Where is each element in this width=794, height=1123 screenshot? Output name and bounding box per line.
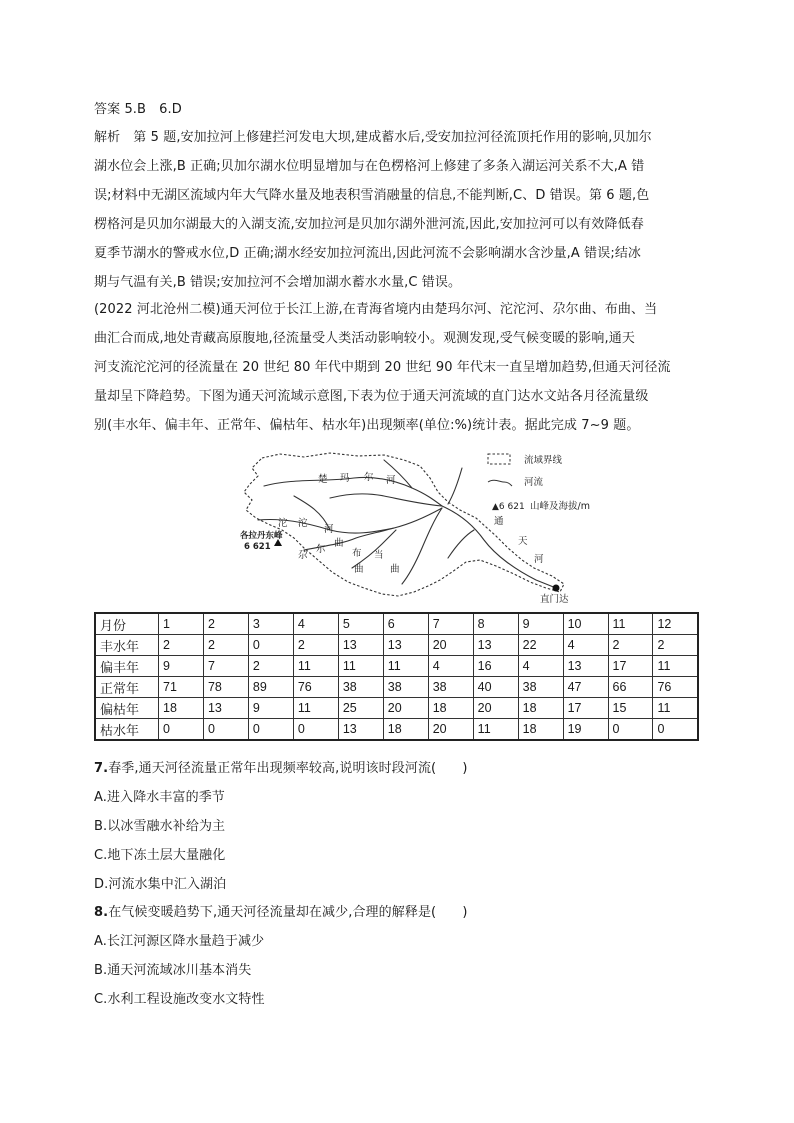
- tributary-d: [448, 468, 462, 504]
- table-cell: 2: [159, 635, 204, 656]
- legend-river-label: 河流: [524, 477, 544, 488]
- table-month: 11: [608, 613, 653, 635]
- table-cell: 18: [428, 698, 473, 719]
- table-cell: 66: [608, 677, 653, 698]
- row-label: 正常年: [95, 677, 159, 698]
- table-cell: 13: [383, 635, 428, 656]
- table-cell: 0: [203, 719, 248, 741]
- analysis-line: 误;材料中无湖区流域内年大气降水量及地表积雪消融量的信息,不能判断,C、D 错误。第 6 题,色: [94, 188, 650, 203]
- label-he1: 河: [386, 475, 396, 486]
- label-tian: 天: [518, 536, 528, 547]
- answer-line: [94, 101, 182, 119]
- table-cell: 2: [653, 635, 698, 656]
- table-cell: 11: [293, 656, 338, 677]
- runoff-frequency-table: [94, 612, 699, 741]
- question-7-option-c: C.地下冻土层大量融化: [94, 848, 226, 863]
- question-7-option-a: A.进入降水丰富的季节: [94, 790, 225, 805]
- table-month: 1: [159, 613, 204, 635]
- table-cell: 11: [653, 656, 698, 677]
- table-row: [95, 656, 698, 677]
- table-cell: 0: [159, 719, 204, 741]
- question-7-stem: [94, 760, 468, 778]
- question-8-option-c: C.水利工程设施改变水文特性: [94, 992, 265, 1007]
- tongtian-river-basin-map: [234, 448, 590, 606]
- table-row: [95, 698, 698, 719]
- label-qu2: 曲: [354, 564, 364, 575]
- table-month: 9: [518, 613, 563, 635]
- table-header-label: 月份: [95, 613, 159, 635]
- table-cell: 16: [473, 656, 518, 677]
- table-cell: 11: [293, 698, 338, 719]
- table-cell: 0: [293, 719, 338, 741]
- table-cell: 20: [428, 719, 473, 741]
- table-cell: 11: [653, 698, 698, 719]
- table-cell: 76: [653, 677, 698, 698]
- table-month: 10: [563, 613, 608, 635]
- table-cell: 89: [248, 677, 293, 698]
- basin-map-svg: [234, 448, 590, 606]
- label-station: 直门达: [540, 594, 569, 605]
- table-row: [95, 677, 698, 698]
- label-tuo2: 沱: [298, 518, 308, 529]
- analysis-line: 夏季节湖水的警戒水位,D 正确;湖水经安加拉河流出,因此河流不会影响湖水含沙量,A 错误;结冰: [94, 246, 642, 261]
- table-cell: 4: [563, 635, 608, 656]
- table-cell: 11: [383, 656, 428, 677]
- table-cell: 38: [518, 677, 563, 698]
- label-ga: 尕: [298, 550, 308, 561]
- table-cell: 0: [653, 719, 698, 741]
- label-he2: 河: [324, 524, 334, 535]
- question-text: 春季,通天河径流量正常年出现频率较高,说明该时段河流( ): [108, 761, 468, 776]
- table-cell: 25: [338, 698, 383, 719]
- table-cell: 0: [608, 719, 653, 741]
- label-tuo1: 沱: [278, 518, 288, 529]
- material-line: 曲汇合而成,地处青藏高原腹地,径流量受人类活动影响较小。观测发现,受气候变暖的影响,通天: [94, 331, 635, 346]
- table-month: 3: [248, 613, 293, 635]
- label-qu1: 曲: [334, 538, 344, 549]
- question-number: 8.: [94, 905, 109, 920]
- table-row: [95, 635, 698, 656]
- table-cell: 18: [159, 698, 204, 719]
- question-8-option-a: A.长江河源区降水量趋于减少: [94, 934, 265, 949]
- tributary-b: [330, 494, 442, 506]
- label-er2: 尔: [316, 544, 326, 555]
- material-line: 别(丰水年、偏丰年、正常年、偏枯年、枯水年)出现频率(单位:%)统计表。据此完成 7~9 题。: [94, 418, 640, 433]
- table-cell: 4: [428, 656, 473, 677]
- table-cell: 22: [518, 635, 563, 656]
- table-cell: 38: [338, 677, 383, 698]
- table-cell: 78: [203, 677, 248, 698]
- question-7-option-d: D.河流水集中汇入湖泊: [94, 877, 227, 892]
- legend-peak-label: 山峰及海拔/m: [530, 501, 590, 512]
- label-er: 尔: [364, 472, 374, 483]
- row-label: 偏丰年: [95, 656, 159, 677]
- table-cell: 2: [293, 635, 338, 656]
- table-cell: 18: [383, 719, 428, 741]
- row-label: 枯水年: [95, 719, 159, 741]
- material-line: 河支流沱沱河的径流量在 20 世纪 80 年代中期到 20 世纪 90 年代末一直呈增加趋势,但通天河径流: [94, 360, 671, 375]
- table-cell: 40: [473, 677, 518, 698]
- analysis-line: 解析 第 5 题,安加拉河上修建拦河发电大坝,建成蓄水后,受安加拉河径流顶托作用的影响,贝加尔: [94, 130, 652, 145]
- table-cell: 20: [473, 698, 518, 719]
- label-qu3: 曲: [390, 564, 400, 575]
- table-cell: 20: [428, 635, 473, 656]
- answer-label: 答案: [94, 102, 121, 117]
- table-cell: 0: [248, 635, 293, 656]
- table-cell: 71: [159, 677, 204, 698]
- table-cell: 47: [563, 677, 608, 698]
- table-cell: 38: [383, 677, 428, 698]
- table-cell: 13: [338, 719, 383, 741]
- table-month: 2: [203, 613, 248, 635]
- label-chu: 楚: [318, 474, 328, 485]
- table-cell: 2: [248, 656, 293, 677]
- table-cell: 13: [473, 635, 518, 656]
- table-cell: 17: [563, 698, 608, 719]
- question-text: 在气候变暖趋势下,通天河径流量却在减少,合理的解释是( ): [108, 905, 468, 920]
- label-peak-value: 6 621: [244, 542, 271, 552]
- table-month: 7: [428, 613, 473, 635]
- zhimenda-station-dot: [553, 585, 560, 592]
- question-7-option-b: B.以冰雪融水补给为主: [94, 819, 226, 834]
- table-cell: 13: [338, 635, 383, 656]
- table-month: 4: [293, 613, 338, 635]
- dangqu-river: [402, 508, 442, 584]
- table-cell: 9: [159, 656, 204, 677]
- label-ma: 玛: [340, 473, 350, 484]
- table-cell: 4: [518, 656, 563, 677]
- table-month: 5: [338, 613, 383, 635]
- table-cell: 11: [473, 719, 518, 741]
- question-8-option-b: B.通天河流域冰川基本消失: [94, 963, 252, 978]
- legend-peak-symbol: ▲6 621: [492, 502, 525, 512]
- table-cell: 18: [518, 698, 563, 719]
- table-cell: 15: [608, 698, 653, 719]
- tributary-c: [448, 530, 474, 558]
- question-number: 7.: [94, 761, 109, 776]
- answer-text: 5.B 6.D: [124, 102, 182, 117]
- label-dang: 当: [374, 550, 384, 561]
- basin-boundary: [244, 453, 564, 596]
- label-bu: 布: [352, 548, 362, 559]
- table-cell: 2: [203, 635, 248, 656]
- table-header-row: [95, 613, 698, 635]
- material-line: (2022 河北沧州二模)通天河位于长江上游,在青海省境内由楚玛尔河、沱沱河、尕尔曲、布曲、当: [94, 302, 658, 317]
- question-8-stem: [94, 904, 468, 922]
- analysis-line: 湖水位会上涨,B 正确;贝加尔湖水位明显增加与在色楞格河上修建了多条入湖运河关系不大,A 错: [94, 159, 645, 174]
- table-cell: 20: [383, 698, 428, 719]
- table-cell: 11: [338, 656, 383, 677]
- table-cell: 0: [248, 719, 293, 741]
- table-cell: 13: [203, 698, 248, 719]
- label-peak-name: 各拉丹东峰: [240, 531, 283, 541]
- analysis-line: 楞格河是贝加尔湖最大的入湖支流,安加拉河是贝加尔湖外泄河流,因此,安加拉河可以有效降低春: [94, 217, 644, 232]
- label-he3: 河: [534, 554, 544, 565]
- table-cell: 18: [518, 719, 563, 741]
- table-month: 8: [473, 613, 518, 635]
- legend-boundary-swatch: [488, 454, 510, 464]
- table-cell: 17: [608, 656, 653, 677]
- legend-boundary-label: 流域界线: [524, 455, 563, 466]
- table-cell: 13: [563, 656, 608, 677]
- label-tong: 通: [494, 516, 504, 527]
- table-cell: 76: [293, 677, 338, 698]
- table-cell: 38: [428, 677, 473, 698]
- row-label: 偏枯年: [95, 698, 159, 719]
- table-cell: 9: [248, 698, 293, 719]
- table-month: 6: [383, 613, 428, 635]
- table-cell: 2: [608, 635, 653, 656]
- table-month: 12: [653, 613, 698, 635]
- row-label: 丰水年: [95, 635, 159, 656]
- table-row: [95, 719, 698, 741]
- table-cell: 19: [563, 719, 608, 741]
- material-line: 量却呈下降趋势。下图为通天河流域示意图,下表为位于通天河流域的直门达水文站各月径流量级: [94, 389, 649, 404]
- table-cell: 7: [203, 656, 248, 677]
- analysis-line: 期与气温有关,B 错误;安加拉河不会增加湖水蓄水水量,C 错误。: [94, 275, 462, 290]
- legend-river-swatch: [488, 480, 512, 486]
- map-legend: [488, 454, 590, 512]
